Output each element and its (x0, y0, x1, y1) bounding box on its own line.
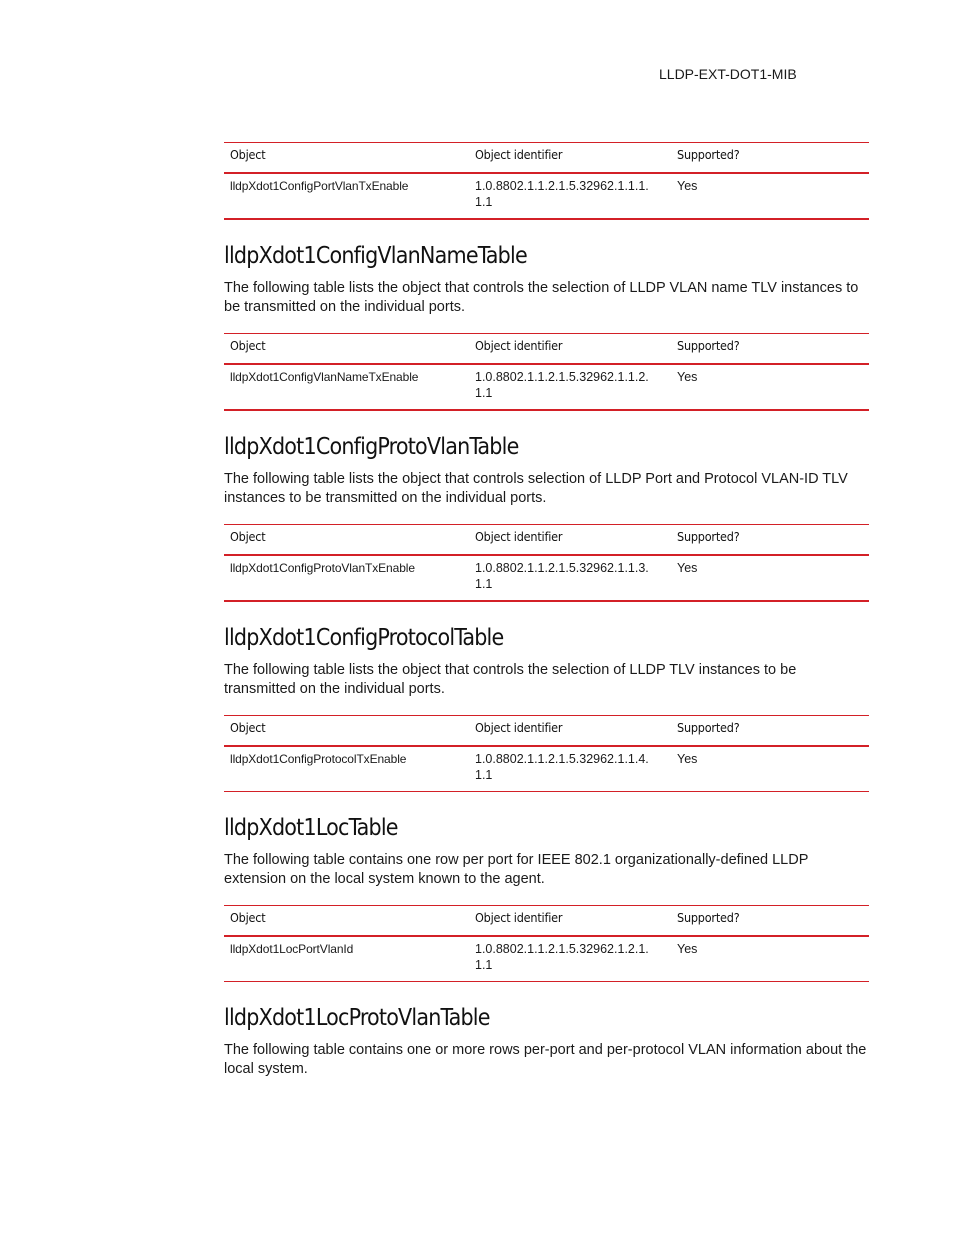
table-row (224, 173, 869, 219)
cell-oid (469, 746, 671, 792)
column-header-object: Object (224, 716, 469, 747)
column-header-identifier: Object identifier (469, 716, 671, 747)
table-header-row (224, 143, 869, 174)
oid-line-1: 1.0.8802.1.1.2.1.5.32962.1.1.2. (475, 370, 649, 384)
cell-object: lldpXdot1ConfigProtocolTxEnable (224, 746, 469, 792)
column-header-object: Object (224, 334, 469, 365)
mib-table-config-port-vlan (224, 142, 869, 220)
table-header-row (224, 525, 869, 556)
cell-object: lldpXdot1LocPortVlanId (224, 936, 469, 982)
table-header-row (224, 906, 869, 937)
section-title-loc-table: lldpXdot1LocTable (224, 815, 398, 841)
column-header-identifier: Object identifier (469, 143, 671, 174)
cell-supported: Yes (671, 173, 869, 219)
table-header-row (224, 334, 869, 365)
oid-line-2: 1.1 (475, 386, 493, 400)
section-title-loc-proto-vlan-table: lldpXdot1LocProtoVlanTable (224, 1005, 490, 1031)
section-title-protocol-table: lldpXdot1ConfigProtocolTable (224, 625, 504, 651)
cell-oid (469, 364, 671, 410)
section-description: The following table lists the object that controls the selection of LLDP TLV instances to be transmitted on the individual ports. (224, 662, 797, 697)
cell-oid (469, 555, 671, 601)
section-description: The following table contains one row per port for IEEE 802.1 organizationally-defined LLDP extension on the local system known to the agent. (224, 852, 809, 887)
mib-table-proto-vlan (224, 524, 869, 602)
cell-object: lldpXdot1ConfigVlanNameTxEnable (224, 364, 469, 410)
oid-line-2: 1.1 (475, 577, 493, 591)
oid-line-1: 1.0.8802.1.1.2.1.5.32962.1.1.1. (475, 179, 649, 193)
cell-supported: Yes (671, 936, 869, 982)
cell-oid (469, 173, 671, 219)
section-title-vlan-name-table: lldpXdot1ConfigVlanNameTable (224, 243, 527, 269)
column-header-supported: Supported? (671, 143, 869, 174)
cell-supported: Yes (671, 364, 869, 410)
running-header: LLDP-EXT-DOT1-MIB (659, 66, 797, 82)
section-description: The following table contains one or more rows per-port and per-protocol VLAN information about the local system. (224, 1042, 867, 1077)
cell-supported: Yes (671, 746, 869, 792)
oid-line-2: 1.1 (475, 195, 493, 209)
table-row (224, 746, 869, 792)
table-row (224, 364, 869, 410)
mib-table-loc (224, 905, 869, 982)
section-description: The following table lists the object that controls the selection of LLDP VLAN name TLV instances to be transmitted on the individual ports. (224, 280, 859, 315)
oid-line-1: 1.0.8802.1.1.2.1.5.32962.1.1.4. (475, 752, 649, 766)
column-header-object: Object (224, 525, 469, 556)
column-header-identifier: Object identifier (469, 525, 671, 556)
cell-supported: Yes (671, 555, 869, 601)
oid-line-1: 1.0.8802.1.1.2.1.5.32962.1.1.3. (475, 561, 649, 575)
column-header-supported: Supported? (671, 334, 869, 365)
section-description: The following table lists the object that controls selection of LLDP Port and Protocol VLAN-ID TLV instances to be transmitted on the individual ports. (224, 471, 848, 506)
table-header-row (224, 716, 869, 747)
column-header-supported: Supported? (671, 525, 869, 556)
column-header-supported: Supported? (671, 906, 869, 937)
cell-oid (469, 936, 671, 982)
column-header-identifier: Object identifier (469, 906, 671, 937)
column-header-object: Object (224, 143, 469, 174)
page-content (224, 142, 869, 1095)
table-row (224, 555, 869, 601)
oid-line-2: 1.1 (475, 768, 493, 782)
mib-table-protocol (224, 715, 869, 792)
column-header-supported: Supported? (671, 716, 869, 747)
section-title-proto-vlan-table: lldpXdot1ConfigProtoVlanTable (224, 434, 519, 460)
column-header-identifier: Object identifier (469, 334, 671, 365)
table-row (224, 936, 869, 982)
cell-object: lldpXdot1ConfigPortVlanTxEnable (224, 173, 469, 219)
oid-line-1: 1.0.8802.1.1.2.1.5.32962.1.2.1. (475, 942, 649, 956)
column-header-object: Object (224, 906, 469, 937)
cell-object: lldpXdot1ConfigProtoVlanTxEnable (224, 555, 469, 601)
oid-line-2: 1.1 (475, 958, 493, 972)
mib-table-vlan-name (224, 333, 869, 411)
